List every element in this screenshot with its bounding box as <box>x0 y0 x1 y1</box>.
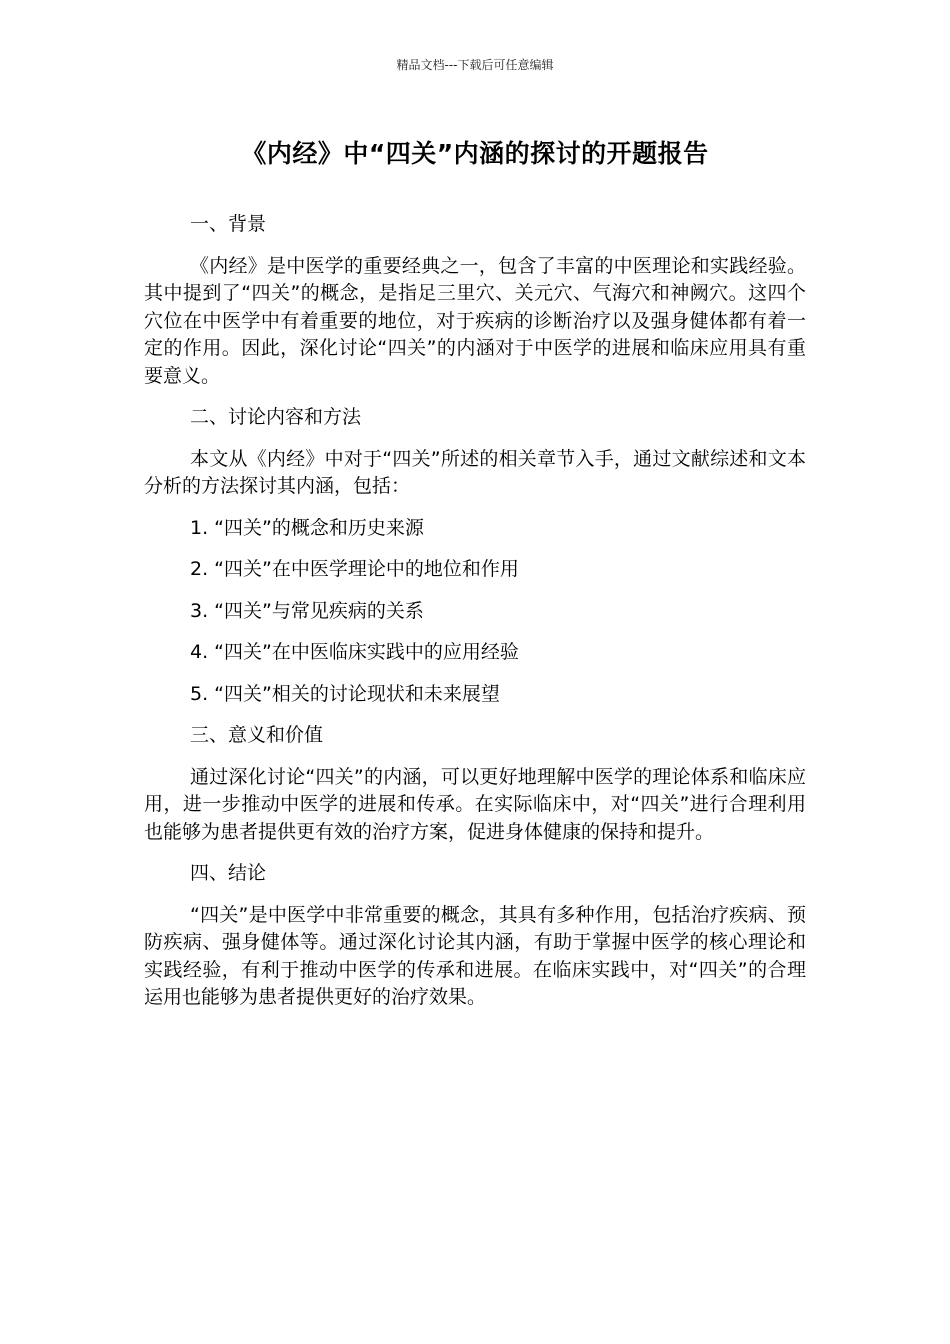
section-paragraph: “四关”是中医学中非常重要的概念，其具有多种作用，包括治疗疾病、预防疾病、强身健体等。通过深化讨论其内涵，有助于掌握中医学的核心理论和实践经验，有利于推动中医学的传承和进展。在临床实践中，对“四关”的合理运用也能够为患者提供更好的治疗效果。 <box>144 903 806 1008</box>
document-body <box>144 211 806 1026</box>
section-heading: 四、结论 <box>190 862 267 884</box>
section-content-and-methods <box>144 404 806 708</box>
section-paragraph: 本文从《内经》中对于“四关”所述的相关章节入手，通过文献综述和文本分析的方法探讨其内涵，包括： <box>144 447 806 497</box>
section-heading: 二、讨论内容和方法 <box>190 406 362 428</box>
section-paragraph: 《内经》是中医学的重要经典之一，包含了丰富的中医理论和实践经验。其中提到了“四关”的概念，是指足三里穴、关元穴、气海穴和神阙穴。这四个穴位在中医学中有着重要的地位，对于疾病的诊断治疗以及强身健体都有着一定的作用。因此，深化讨论“四关”的内涵对于中医学的进展和临床应用具有重要意义。 <box>144 254 806 387</box>
document-title: 《内经》中“四关”内涵的探讨的开题报告 <box>241 139 709 168</box>
section-paragraph: 通过深化讨论“四关”的内涵，可以更好地理解中医学的理论体系和临床应用，进一步推动中医学的进展和传承。在实际临床中，对“四关”进行合理利用也能够为患者提供更有效的治疗方案，促进身体健康的保持和提升。 <box>144 765 806 843</box>
section-background <box>144 211 806 390</box>
header-note: 精品文档---下载后可任意编辑 <box>396 58 554 72</box>
section-conclusion <box>144 860 806 1012</box>
section-heading: 一、背景 <box>190 213 267 235</box>
research-items-list <box>144 515 806 709</box>
list-item: 4. “四关”在中医临床实践中的应用经验 <box>190 641 519 663</box>
section-heading: 三、意义和价值 <box>190 724 324 746</box>
list-item: 1. “四关”的概念和历史来源 <box>190 516 424 539</box>
list-item: 3. “四关”与常见疾病的关系 <box>190 599 424 622</box>
list-item: 5. “四关”相关的讨论现状和未来展望 <box>190 682 500 705</box>
section-significance <box>144 722 806 846</box>
list-item: 2. “四关”在中医学理论中的地位和作用 <box>190 558 519 580</box>
